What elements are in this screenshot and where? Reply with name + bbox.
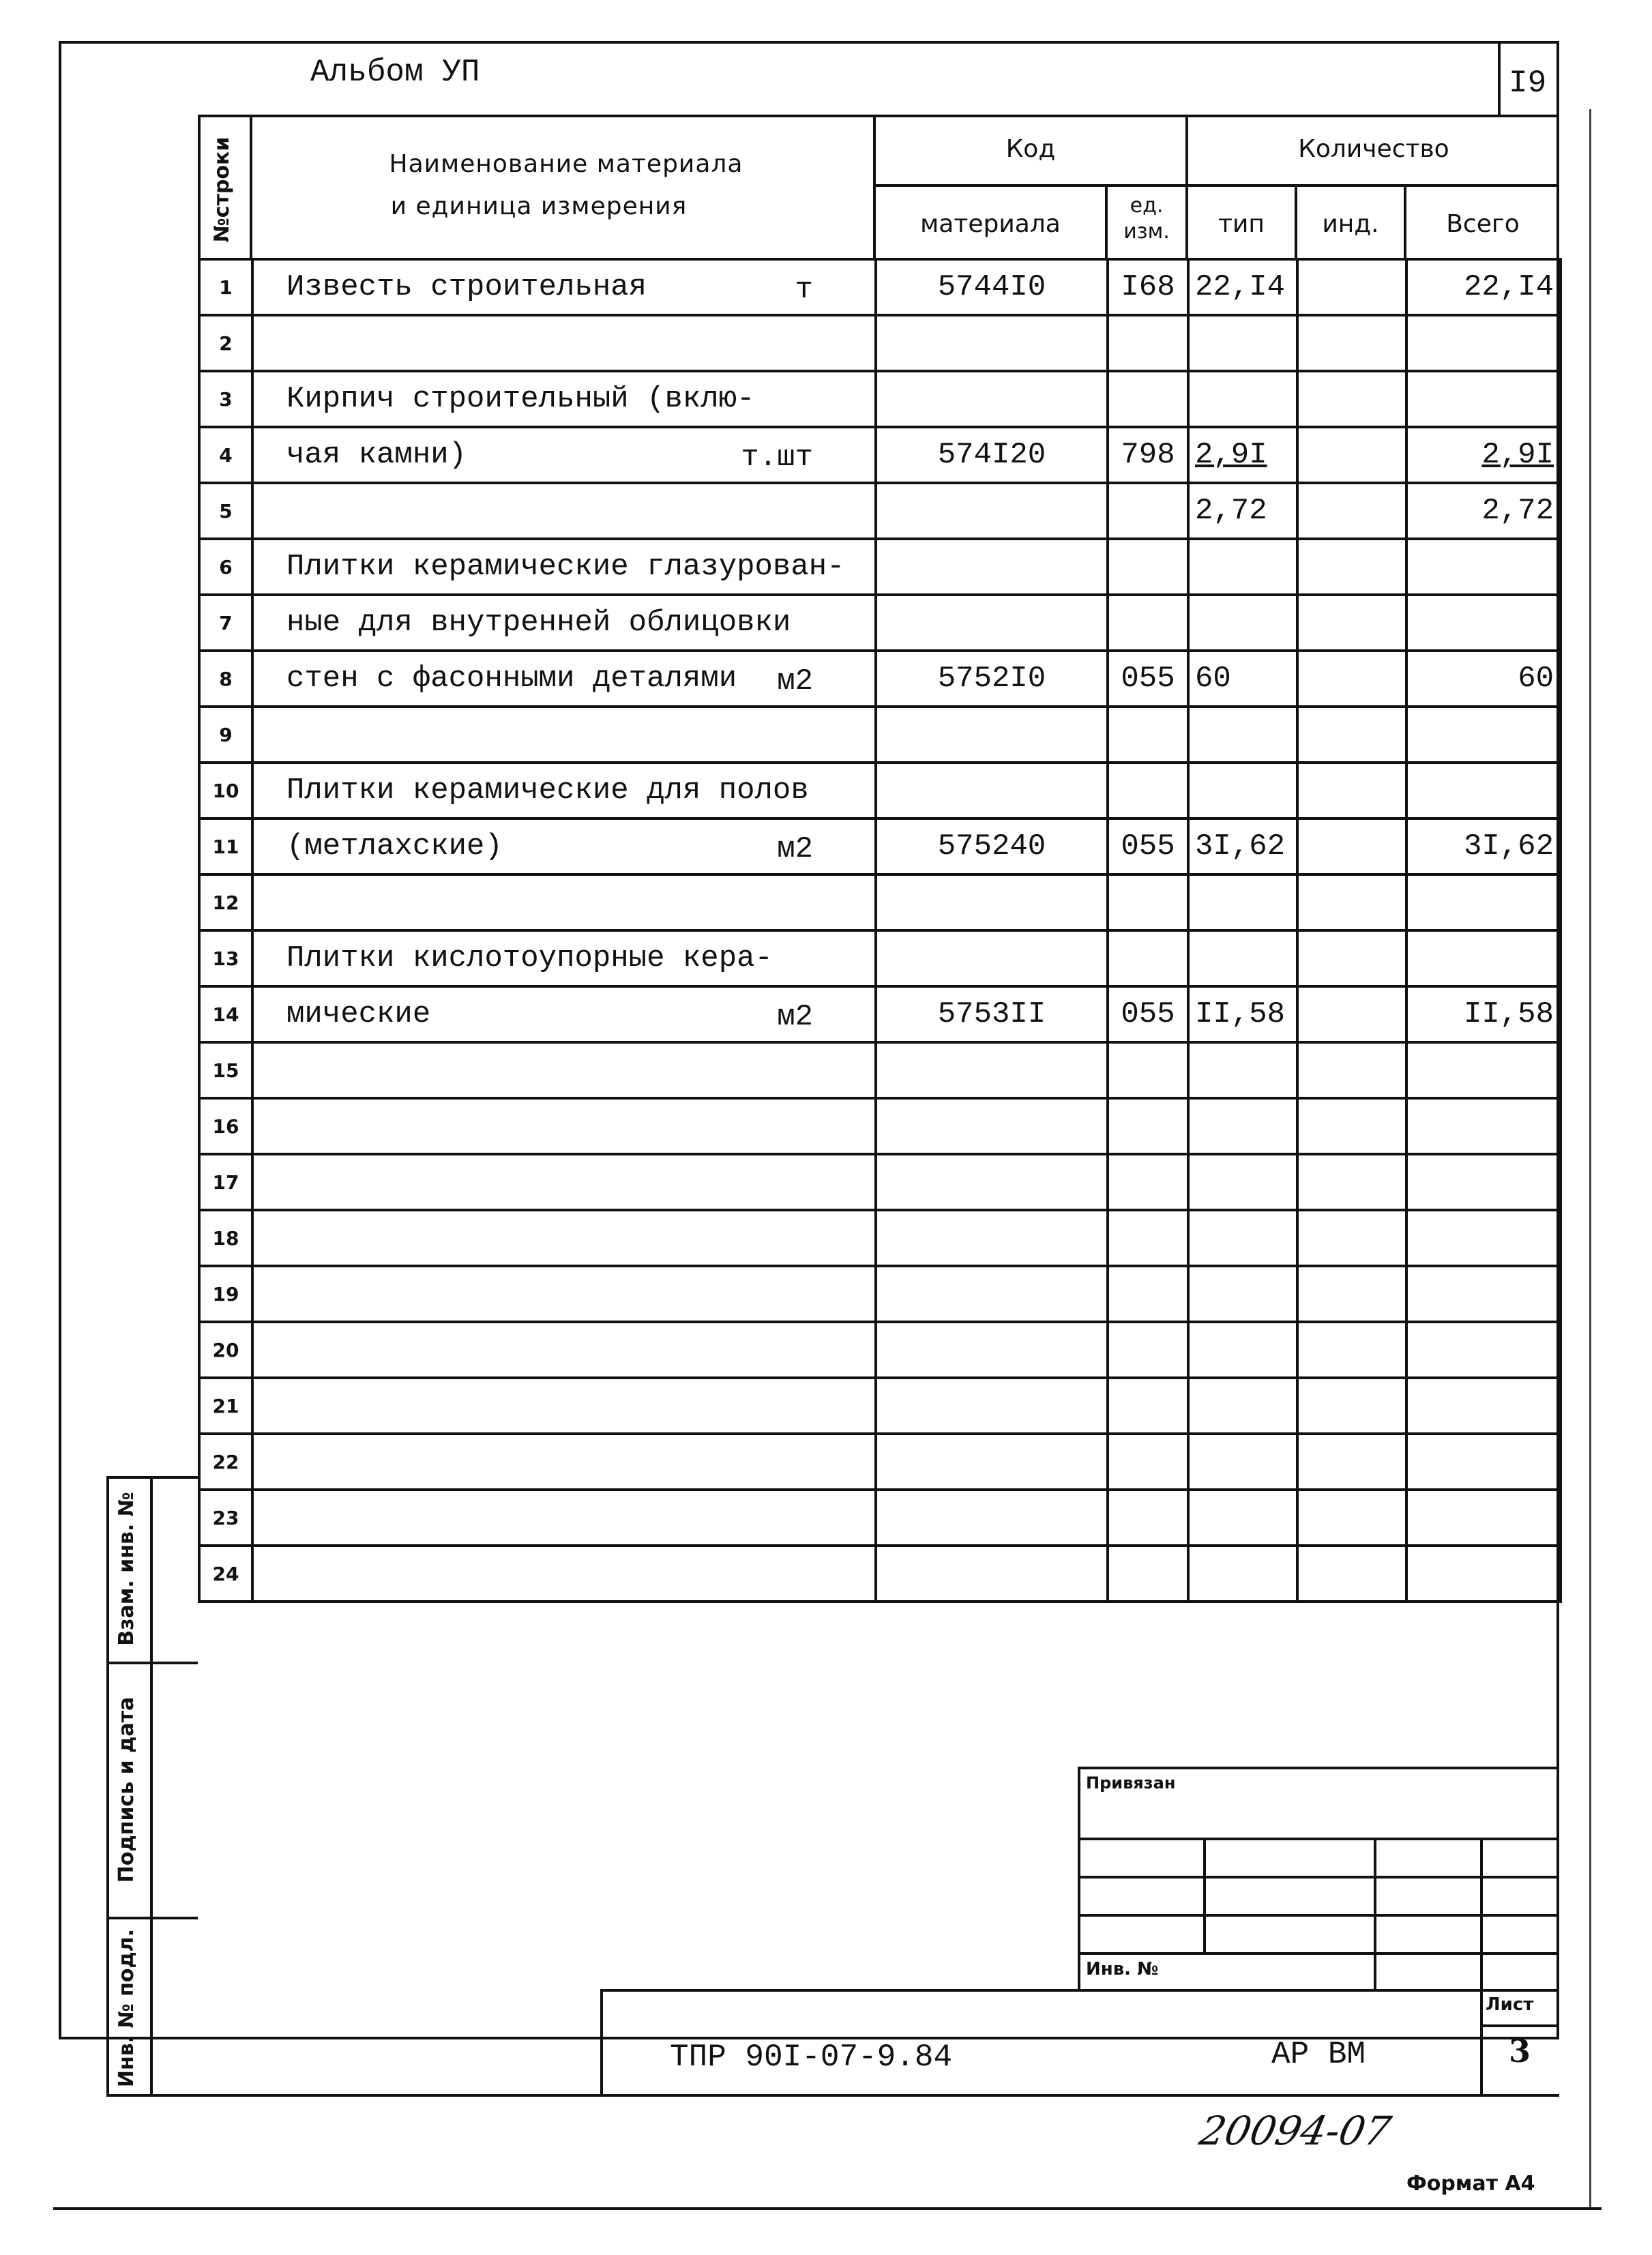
quantity-typ-text: II,58 bbox=[1195, 997, 1286, 1031]
table-row bbox=[199, 1210, 1561, 1266]
material-code bbox=[876, 371, 1108, 427]
material-name-text: Плитки керамические глазурован- bbox=[286, 550, 845, 584]
quantity-total bbox=[1406, 1210, 1561, 1266]
quantity-total bbox=[1406, 1434, 1561, 1490]
material-unit: т.шт bbox=[741, 441, 813, 475]
row-number-text: 24 bbox=[212, 1562, 239, 1585]
material-name bbox=[252, 930, 876, 986]
unit-code-text: 055 bbox=[1121, 829, 1175, 864]
privyazan-box bbox=[1078, 1767, 1559, 1992]
quantity-total bbox=[1406, 315, 1561, 371]
unit-code bbox=[1108, 1042, 1188, 1098]
quantity-total bbox=[1406, 371, 1561, 427]
material-code bbox=[876, 763, 1108, 819]
quantity-typ bbox=[1188, 1098, 1297, 1154]
unit-code-header-line2: изм. bbox=[1123, 220, 1170, 244]
quantity-ind bbox=[1297, 986, 1406, 1042]
material-name-text bbox=[259, 1277, 286, 1311]
vzam-inv-label: Взам. инв. № bbox=[115, 1492, 138, 1646]
material-name-text: ные для внутренней облицовки bbox=[286, 606, 791, 640]
row-number bbox=[199, 651, 252, 707]
row-number bbox=[199, 1322, 252, 1378]
table-row bbox=[199, 874, 1561, 930]
code-header: Код bbox=[1005, 135, 1056, 163]
material-code bbox=[876, 874, 1108, 930]
quantity-typ bbox=[1188, 930, 1297, 986]
table-row bbox=[199, 315, 1561, 371]
material-code bbox=[876, 1154, 1108, 1210]
unit-code bbox=[1108, 651, 1188, 707]
material-name bbox=[252, 986, 876, 1042]
table-row bbox=[199, 1322, 1561, 1378]
table-row bbox=[199, 651, 1561, 707]
row-number bbox=[199, 930, 252, 986]
row-number bbox=[199, 259, 252, 315]
quantity-total bbox=[1406, 819, 1561, 874]
material-name-text bbox=[259, 326, 286, 360]
unit-code bbox=[1108, 483, 1188, 539]
material-name bbox=[252, 539, 876, 595]
row-number-text: 4 bbox=[219, 443, 233, 467]
row-number bbox=[199, 763, 252, 819]
unit-code bbox=[1108, 1490, 1188, 1546]
unit-code bbox=[1108, 930, 1188, 986]
name-header-line2: и единица измерения bbox=[390, 192, 688, 220]
row-number-text: 9 bbox=[219, 723, 233, 746]
material-name bbox=[252, 1546, 876, 1602]
row-number-header: №строки bbox=[210, 136, 234, 243]
row-number-text: 6 bbox=[219, 555, 233, 578]
page-number: I9 bbox=[1509, 65, 1547, 101]
quantity-typ bbox=[1188, 539, 1297, 595]
sheet-label: Лист bbox=[1486, 1994, 1534, 2015]
row-number bbox=[199, 1042, 252, 1098]
row-number-text: 10 bbox=[212, 779, 239, 802]
row-number bbox=[199, 707, 252, 763]
material-code bbox=[876, 1210, 1108, 1266]
quantity-total bbox=[1406, 483, 1561, 539]
material-name-text: Известь строительная bbox=[286, 270, 647, 304]
album-title: Альбом УП bbox=[310, 55, 480, 90]
material-code bbox=[876, 1098, 1108, 1154]
material-code bbox=[876, 1042, 1108, 1098]
unit-code bbox=[1108, 1378, 1188, 1434]
materials-table bbox=[198, 258, 1562, 1603]
unit-code bbox=[1108, 259, 1188, 315]
name-header-line1: Наименование материала bbox=[389, 150, 743, 178]
material-name-text: Плитки кислотоупорные кера- bbox=[286, 941, 773, 975]
material-code-text: 5744I0 bbox=[937, 270, 1046, 304]
unit-code bbox=[1108, 539, 1188, 595]
unit-code bbox=[1108, 707, 1188, 763]
format-label: Формат А4 bbox=[1406, 2172, 1535, 2196]
table-row bbox=[199, 1266, 1561, 1322]
material-name-text: Плитки керамические для полов bbox=[286, 773, 809, 808]
material-name-text bbox=[259, 1445, 286, 1479]
inv-no-label: Инв. № bbox=[1086, 1959, 1159, 1979]
quantity-ind bbox=[1297, 1042, 1406, 1098]
quantity-ind bbox=[1297, 483, 1406, 539]
unit-code bbox=[1108, 874, 1188, 930]
row-number-text: 21 bbox=[212, 1394, 239, 1417]
material-name bbox=[252, 483, 876, 539]
quantity-typ bbox=[1188, 1322, 1297, 1378]
material-code bbox=[876, 819, 1108, 874]
quantity-typ bbox=[1188, 427, 1297, 483]
table-row bbox=[199, 371, 1561, 427]
row-number-text: 7 bbox=[219, 611, 233, 634]
row-number-text: 11 bbox=[212, 835, 239, 858]
row-number bbox=[199, 539, 252, 595]
row-number-text: 14 bbox=[212, 1003, 239, 1026]
unit-code-text: 798 bbox=[1121, 438, 1175, 472]
row-number bbox=[199, 1098, 252, 1154]
row-number bbox=[199, 427, 252, 483]
material-code-text: 575240 bbox=[937, 829, 1046, 864]
quantity-total bbox=[1406, 986, 1561, 1042]
table-row bbox=[199, 1434, 1561, 1490]
typ-header: тип bbox=[1218, 210, 1265, 238]
quantity-typ bbox=[1188, 1266, 1297, 1322]
quantity-typ-text: 2,72 bbox=[1195, 494, 1267, 528]
material-unit: т bbox=[795, 273, 813, 307]
quantity-total-text: 3I,62 bbox=[1463, 829, 1554, 864]
quantity-typ bbox=[1188, 819, 1297, 874]
material-name bbox=[252, 1154, 876, 1210]
row-number bbox=[199, 819, 252, 874]
material-name bbox=[252, 1098, 876, 1154]
quantity-ind bbox=[1297, 371, 1406, 427]
material-name bbox=[252, 595, 876, 651]
quantity-total bbox=[1406, 1490, 1561, 1546]
unit-code bbox=[1108, 1154, 1188, 1210]
material-name bbox=[252, 1322, 876, 1378]
row-number bbox=[199, 1266, 252, 1322]
quantity-ind bbox=[1297, 819, 1406, 874]
material-name bbox=[252, 1378, 876, 1434]
unit-code bbox=[1108, 1210, 1188, 1266]
quantity-total bbox=[1406, 1266, 1561, 1322]
unit-code bbox=[1108, 986, 1188, 1042]
material-name-text bbox=[259, 1501, 286, 1535]
table-row bbox=[199, 819, 1561, 874]
quantity-total-text: II,58 bbox=[1463, 997, 1554, 1031]
quantity-ind bbox=[1297, 1434, 1406, 1490]
row-number-text: 1 bbox=[219, 276, 233, 299]
quantity-typ bbox=[1188, 763, 1297, 819]
material-name-text bbox=[259, 718, 286, 752]
material-name bbox=[252, 874, 876, 930]
quantity-ind bbox=[1297, 539, 1406, 595]
row-number-text: 3 bbox=[219, 387, 233, 411]
quantity-ind bbox=[1297, 1210, 1406, 1266]
quantity-total-text: 2,72 bbox=[1481, 494, 1554, 528]
quantity-total bbox=[1406, 1042, 1561, 1098]
row-number-text: 8 bbox=[219, 667, 233, 690]
material-name bbox=[252, 1210, 876, 1266]
material-name bbox=[252, 651, 876, 707]
material-code bbox=[876, 315, 1108, 371]
unit-code bbox=[1108, 427, 1188, 483]
quantity-total-text: 22,I4 bbox=[1463, 270, 1554, 304]
material-code bbox=[876, 483, 1108, 539]
quantity-ind bbox=[1297, 1546, 1406, 1602]
unit-code bbox=[1108, 1546, 1188, 1602]
material-code bbox=[876, 1378, 1108, 1434]
material-name bbox=[252, 1490, 876, 1546]
quantity-typ bbox=[1188, 651, 1297, 707]
quantity-typ bbox=[1188, 1434, 1297, 1490]
quantity-ind bbox=[1297, 1154, 1406, 1210]
material-code-text: 574I20 bbox=[937, 438, 1046, 472]
quantity-typ bbox=[1188, 1042, 1297, 1098]
quantity-ind bbox=[1297, 1098, 1406, 1154]
material-code bbox=[876, 1434, 1108, 1490]
material-name-text: чая камни) bbox=[286, 438, 467, 472]
row-number bbox=[199, 1210, 252, 1266]
section-code: АР ВМ bbox=[1271, 2037, 1366, 2072]
material-code bbox=[876, 707, 1108, 763]
quantity-ind bbox=[1297, 1322, 1406, 1378]
unit-code bbox=[1108, 1322, 1188, 1378]
quantity-ind bbox=[1297, 930, 1406, 986]
material-name bbox=[252, 315, 876, 371]
quantity-typ-text: 22,I4 bbox=[1195, 270, 1286, 304]
quantity-total bbox=[1406, 1546, 1561, 1602]
row-number-text: 16 bbox=[212, 1115, 239, 1138]
row-number bbox=[199, 483, 252, 539]
quantity-typ bbox=[1188, 874, 1297, 930]
row-number bbox=[199, 1546, 252, 1602]
quantity-total bbox=[1406, 930, 1561, 986]
quantity-typ bbox=[1188, 371, 1297, 427]
material-code-header: материала bbox=[920, 210, 1061, 238]
quantity-total bbox=[1406, 763, 1561, 819]
quantity-typ bbox=[1188, 483, 1297, 539]
material-code bbox=[876, 986, 1108, 1042]
row-number-text: 22 bbox=[212, 1450, 239, 1473]
material-code bbox=[876, 651, 1108, 707]
material-name-text bbox=[259, 1053, 286, 1087]
material-name-text bbox=[259, 1389, 286, 1423]
material-name-text bbox=[259, 1221, 286, 1255]
table-row bbox=[199, 763, 1561, 819]
unit-code-text: I68 bbox=[1121, 270, 1175, 304]
quantity-ind bbox=[1297, 1266, 1406, 1322]
material-name bbox=[252, 371, 876, 427]
inv-podl-label: Инв. № подл. bbox=[115, 1928, 138, 2088]
quantity-ind bbox=[1297, 1378, 1406, 1434]
unit-code bbox=[1108, 819, 1188, 874]
row-number-text: 19 bbox=[212, 1282, 239, 1306]
quantity-total bbox=[1406, 651, 1561, 707]
table-row bbox=[199, 930, 1561, 986]
quantity-header: Количество bbox=[1298, 135, 1449, 163]
quantity-typ-text: 2,9I bbox=[1195, 438, 1267, 472]
quantity-typ bbox=[1188, 707, 1297, 763]
quantity-typ-text: 3I,62 bbox=[1195, 829, 1286, 864]
row-number bbox=[199, 595, 252, 651]
quantity-total-text: 2,9I bbox=[1481, 438, 1554, 472]
material-code bbox=[876, 930, 1108, 986]
material-name bbox=[252, 1042, 876, 1098]
table-row bbox=[199, 707, 1561, 763]
ind-header: инд. bbox=[1322, 210, 1379, 238]
row-number bbox=[199, 315, 252, 371]
row-number-text: 2 bbox=[219, 331, 233, 355]
material-name-text bbox=[259, 885, 286, 919]
quantity-typ bbox=[1188, 315, 1297, 371]
material-name-text: (метлахские) bbox=[286, 829, 503, 864]
row-number bbox=[199, 986, 252, 1042]
quantity-total bbox=[1406, 259, 1561, 315]
unit-code-text: 055 bbox=[1121, 997, 1175, 1031]
material-code bbox=[876, 1546, 1108, 1602]
material-name-text bbox=[259, 1557, 286, 1591]
material-name bbox=[252, 427, 876, 483]
row-number bbox=[199, 874, 252, 930]
table-row bbox=[199, 539, 1561, 595]
material-name-text: стен с фасонными деталями bbox=[286, 662, 737, 696]
material-name-text bbox=[259, 1109, 286, 1143]
row-number-text: 5 bbox=[219, 499, 233, 522]
quantity-total bbox=[1406, 427, 1561, 483]
material-code-text: 5752I0 bbox=[937, 662, 1046, 696]
material-name-text: Кирпич строительный (вклю- bbox=[286, 382, 755, 416]
unit-code-text: 055 bbox=[1121, 662, 1175, 696]
table-row bbox=[199, 1098, 1561, 1154]
material-name bbox=[252, 1434, 876, 1490]
quantity-total bbox=[1406, 1098, 1561, 1154]
handwritten-number: 20094-07 bbox=[1195, 2108, 1396, 2154]
row-number bbox=[199, 1490, 252, 1546]
material-name bbox=[252, 1266, 876, 1322]
material-unit: м2 bbox=[777, 664, 813, 698]
row-number-text: 17 bbox=[212, 1170, 239, 1194]
material-name bbox=[252, 819, 876, 874]
row-number-text: 20 bbox=[212, 1338, 239, 1361]
table-row bbox=[199, 986, 1561, 1042]
unit-code bbox=[1108, 315, 1188, 371]
quantity-total bbox=[1406, 1322, 1561, 1378]
quantity-total bbox=[1406, 1154, 1561, 1210]
material-code bbox=[876, 539, 1108, 595]
quantity-total bbox=[1406, 1378, 1561, 1434]
quantity-total-text: 60 bbox=[1518, 662, 1554, 696]
total-header: Всего bbox=[1446, 210, 1520, 238]
row-number bbox=[199, 1434, 252, 1490]
quantity-typ-text: 60 bbox=[1195, 662, 1231, 696]
row-number bbox=[199, 1154, 252, 1210]
right-frame-tick bbox=[1589, 109, 1591, 2210]
row-number-text: 18 bbox=[212, 1226, 239, 1250]
table-row bbox=[199, 1546, 1561, 1602]
table-row bbox=[199, 595, 1561, 651]
material-name bbox=[252, 259, 876, 315]
material-code bbox=[876, 259, 1108, 315]
quantity-ind bbox=[1297, 763, 1406, 819]
table-row bbox=[199, 483, 1561, 539]
row-number-text: 13 bbox=[212, 947, 239, 970]
quantity-ind bbox=[1297, 315, 1406, 371]
quantity-total bbox=[1406, 707, 1561, 763]
material-code bbox=[876, 595, 1108, 651]
quantity-typ bbox=[1188, 986, 1297, 1042]
row-number-text: 23 bbox=[212, 1506, 239, 1529]
table-row bbox=[199, 427, 1561, 483]
row-number bbox=[199, 371, 252, 427]
quantity-typ bbox=[1188, 595, 1297, 651]
table-row bbox=[199, 1042, 1561, 1098]
quantity-total bbox=[1406, 874, 1561, 930]
page-bottom-line bbox=[53, 2207, 1602, 2210]
quantity-ind bbox=[1297, 707, 1406, 763]
material-code bbox=[876, 427, 1108, 483]
row-number-text: 12 bbox=[212, 891, 239, 914]
unit-code-header-line1: ед. bbox=[1130, 194, 1164, 218]
unit-code bbox=[1108, 1266, 1188, 1322]
quantity-ind bbox=[1297, 874, 1406, 930]
material-name-text bbox=[259, 1165, 286, 1199]
table-row bbox=[199, 259, 1561, 315]
quantity-typ bbox=[1188, 1210, 1297, 1266]
unit-code bbox=[1108, 371, 1188, 427]
material-name-text: мические bbox=[286, 997, 431, 1031]
material-code bbox=[876, 1266, 1108, 1322]
material-name bbox=[252, 707, 876, 763]
document-code: ТПР 90I-07-9.84 bbox=[670, 2039, 953, 2075]
quantity-typ bbox=[1188, 1378, 1297, 1434]
quantity-typ bbox=[1188, 259, 1297, 315]
material-name-text bbox=[259, 1333, 286, 1367]
unit-code bbox=[1108, 763, 1188, 819]
quantity-ind bbox=[1297, 651, 1406, 707]
material-code bbox=[876, 1490, 1108, 1546]
quantity-ind bbox=[1297, 427, 1406, 483]
quantity-ind bbox=[1297, 595, 1406, 651]
material-code bbox=[876, 1322, 1108, 1378]
material-name bbox=[252, 763, 876, 819]
quantity-total bbox=[1406, 539, 1561, 595]
row-number-text: 15 bbox=[212, 1059, 239, 1082]
podpis-data-label: Подпись и дата bbox=[115, 1696, 138, 1883]
privyazan-label: Привязан bbox=[1086, 1773, 1176, 1793]
quantity-ind bbox=[1297, 1490, 1406, 1546]
material-name-text bbox=[259, 494, 286, 528]
material-unit: м2 bbox=[777, 1000, 813, 1034]
quantity-ind bbox=[1297, 259, 1406, 315]
unit-code bbox=[1108, 1434, 1188, 1490]
unit-code bbox=[1108, 1098, 1188, 1154]
sheet-number: 3 bbox=[1508, 2033, 1531, 2069]
quantity-typ bbox=[1188, 1154, 1297, 1210]
material-code-text: 5753II bbox=[937, 997, 1046, 1031]
quantity-total bbox=[1406, 595, 1561, 651]
quantity-typ bbox=[1188, 1546, 1297, 1602]
unit-code bbox=[1108, 595, 1188, 651]
row-number bbox=[199, 1378, 252, 1434]
material-unit: м2 bbox=[777, 832, 813, 866]
quantity-typ bbox=[1188, 1490, 1297, 1546]
table-row bbox=[199, 1490, 1561, 1546]
table-row bbox=[199, 1154, 1561, 1210]
table-row bbox=[199, 1378, 1561, 1434]
